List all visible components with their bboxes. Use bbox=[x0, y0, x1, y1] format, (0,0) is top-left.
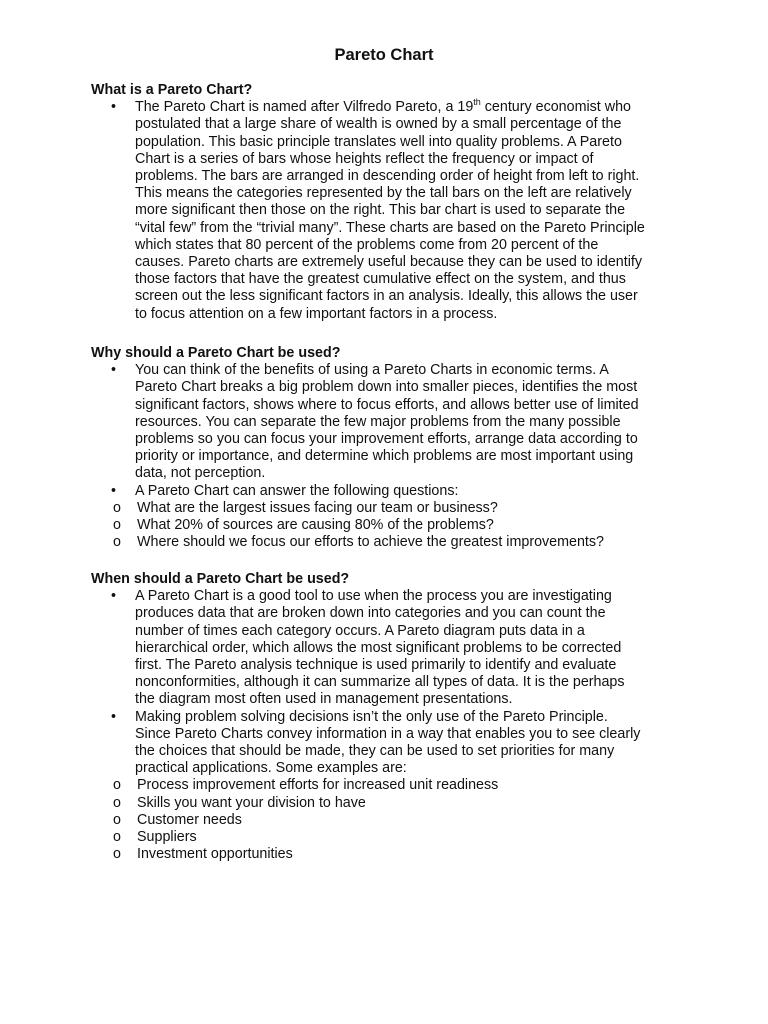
bullet-line: nonconformities, although it can summarize all types of data. It is the perhaps bbox=[135, 674, 625, 691]
bullet-line: causes. Pareto charts are extremely useful because they can be used to identify bbox=[135, 254, 643, 271]
bullet-line: postulated that a large share of wealth is owned by a small percentage of the bbox=[135, 116, 622, 133]
bullet-icon: • bbox=[111, 708, 117, 725]
bullet-line: hierarchical order, which allows the most significant problems to be corrected bbox=[135, 639, 622, 656]
bullet-line: resources. You can separate the few major problems from the many possible bbox=[135, 413, 621, 430]
bullet-line: “vital few” from the “trivial many”. These charts are based on the Pareto Principle bbox=[135, 219, 645, 236]
bullet-line: the choices that should be made, they can be used to set priorities for many bbox=[135, 743, 615, 760]
sub-item: o Investment opportunities bbox=[113, 846, 293, 863]
section-why bbox=[91, 345, 691, 551]
bullet-line: first. The Pareto analysis technique is used primarily to identify and evaluate bbox=[135, 657, 617, 673]
bullet-line: screen out the less significant factors in an analysis. Ideally, this allows the user bbox=[135, 288, 638, 305]
hollow-circle-icon: o bbox=[113, 846, 121, 863]
bullet-line: those factors that have the greatest cumulative effect on the system, and thus bbox=[135, 271, 626, 288]
bullet-line: Since Pareto Charts convey information in a way that enables you to see clearly bbox=[135, 725, 641, 742]
bullet-line: Making problem solving decisions isn’t the only use of the Pareto Principle. bbox=[135, 708, 608, 725]
hollow-circle-icon: o bbox=[113, 829, 121, 846]
bullet-line: A Pareto Chart is a good tool to use when the process you are investigating bbox=[135, 588, 612, 605]
bullet-item bbox=[91, 709, 691, 864]
bullet-list bbox=[91, 99, 691, 323]
hollow-circle-icon: o bbox=[113, 794, 121, 811]
section-heading: Why should a Pareto Chart be used? bbox=[91, 345, 341, 361]
bullet-line: significant factors, shows where to focus efforts, and allows better use of limited bbox=[135, 396, 639, 413]
sub-item: o Where should we focus our efforts to achieve the greatest improvements? bbox=[113, 534, 605, 551]
bullet-icon: • bbox=[111, 99, 117, 116]
bullet-line: data, not perception. bbox=[135, 465, 266, 482]
bullet-line: produces data that are broken down into categories and you can count the bbox=[135, 605, 606, 622]
bullet-item bbox=[91, 362, 691, 482]
hollow-circle-icon: o bbox=[113, 499, 121, 516]
section-heading: When should a Pareto Chart be used? bbox=[91, 571, 350, 587]
bullet-line: the diagram most often used in management presentations. bbox=[135, 691, 513, 708]
hollow-circle-icon: o bbox=[113, 534, 121, 551]
bullet-icon: • bbox=[111, 362, 117, 379]
sub-item: o Customer needs bbox=[113, 811, 242, 828]
bullet-line: priority or importance, and determine which problems are most important using bbox=[135, 448, 634, 465]
bullet-item bbox=[91, 483, 691, 552]
bullet-line: Pareto Chart breaks a big problem down into smaller pieces, identifies the most bbox=[135, 379, 638, 396]
bullet-line: which states that 80 percent of the problems come from 20 percent of the bbox=[135, 236, 599, 253]
bullet-line: number of times each category occurs. A Pareto diagram puts data in a bbox=[135, 622, 585, 639]
section-heading: What is a Pareto Chart? bbox=[91, 82, 253, 98]
section-what bbox=[91, 82, 691, 323]
bullet-line: to focus attention on a few important factors in a process. bbox=[135, 305, 498, 322]
bullet-line: practical applications. Some examples are: bbox=[135, 760, 407, 777]
hollow-circle-icon: o bbox=[113, 777, 121, 794]
bullet-line: population. This basic principle translates well into quality problems. A Pareto bbox=[135, 133, 622, 150]
bullet-line: You can think of the benefits of using a Pareto Charts in economic terms. A bbox=[135, 362, 609, 379]
hollow-circle-icon: o bbox=[113, 517, 121, 534]
sub-item: o Suppliers bbox=[113, 829, 197, 846]
bullet-line: more significant then those on the right. This bar chart is used to separate the bbox=[135, 202, 626, 219]
bullet-icon: • bbox=[111, 588, 117, 605]
sub-item: o Skills you want your division to have bbox=[113, 794, 366, 811]
hollow-circle-icon: o bbox=[113, 811, 121, 828]
bullet-line: This means the categories represented by the tall bars on the left are relatively bbox=[135, 185, 632, 202]
superscript: th bbox=[473, 97, 481, 108]
bullet-line: problems. The bars are arranged in descending order of height from left to right. bbox=[135, 168, 640, 184]
page-title: Pareto Chart bbox=[334, 46, 434, 64]
bullet-list bbox=[91, 362, 691, 551]
bullet-list bbox=[91, 588, 691, 863]
bullet-line: Chart is a series of bars whose heights reflect the frequency or impact of bbox=[135, 150, 594, 167]
bullet-item bbox=[91, 99, 691, 323]
bullet-icon: • bbox=[111, 482, 117, 499]
sub-item: o What are the largest issues facing our team or business? bbox=[113, 499, 498, 516]
sub-item: o What 20% of sources are causing 80% of the problems? bbox=[113, 517, 494, 534]
bullet-line: problems so you can focus your improvement efforts, arrange data according to bbox=[135, 431, 638, 447]
bullet-item bbox=[91, 588, 691, 708]
sub-list bbox=[91, 777, 691, 863]
section-when bbox=[91, 571, 691, 863]
sub-item: o Process improvement efforts for increased unit readiness bbox=[113, 777, 499, 794]
bullet-line: A Pareto Chart can answer the following questions: bbox=[135, 482, 459, 499]
sub-list bbox=[91, 500, 691, 552]
bullet-line: The Pareto Chart is named after Vilfredo Pareto, a 19th century economist who bbox=[135, 97, 631, 116]
